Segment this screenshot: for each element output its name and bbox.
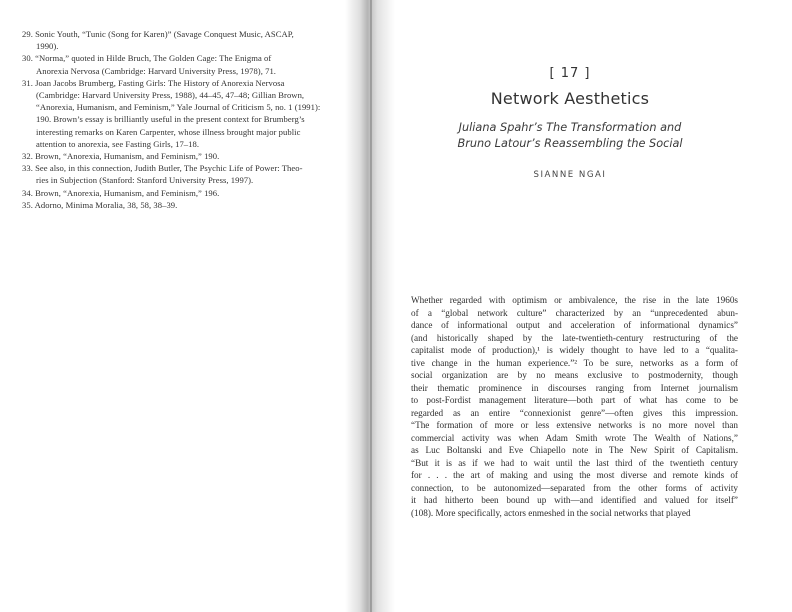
endnote-30: [22, 52, 340, 76]
page-gutter-line: [370, 0, 372, 612]
body-line: dance of informational output and acceleration of informational dynamics”: [411, 320, 738, 330]
body-line: commercial activity was when Adam Smith wrote The Wealth of Nations,”: [411, 432, 738, 443]
body-line: capitalist mode of production),¹ is widely thought to have led to a “qualita-: [411, 345, 738, 355]
endnote-line: ries in Subjection (Stanford: Stanford University Press, 1997).: [36, 175, 254, 186]
chapter-heading: [420, 62, 720, 180]
endnote-line: 30. “Norma,” quoted in Hilde Bruch, The Golden Cage: The Enigma of: [22, 53, 272, 64]
endnote-line: attention to anorexia, see Fasting Girls, 17–18.: [36, 138, 200, 149]
endnote-line: “Anorexia, Humanism, and Feminism,” Yale Journal of Criticism 5, no. 1 (1991):: [36, 102, 321, 113]
body-line: “But it is as if we had to wait until the last third of the twentieth century: [411, 457, 738, 468]
body-line: to post-Fordist management literature—both part of what has come to be: [411, 395, 738, 405]
body-line: “The formation of more or less extensive networks is no more novel than: [411, 420, 738, 430]
body-line: it had hitherto been bound up with—and identified and valued for itself”: [411, 495, 738, 505]
body-line: for . . . the art of making and using the most diverse and remote kinds of: [411, 470, 738, 480]
endnote-line: 34. Brown, “Anorexia, Humanism, and Feminism,” 196.: [22, 187, 220, 198]
chapter-subtitle-line: Juliana Spahr’s The Transformation and: [458, 121, 682, 134]
endnote-line: 1990).: [36, 41, 59, 52]
body-line: their thematic prominence in discourses ranging from Internet journalism: [411, 382, 738, 393]
endnote-line: 29. Sonic Youth, “Tunic (Song for Karen)” (Savage Conquest Music, ASCAP,: [22, 29, 294, 39]
body-line: tive change in the human experience.”² To be sure, networks as a form of: [411, 357, 738, 368]
endnote-line: 32. Brown, “Anorexia, Humanism, and Feminism,” 190.: [22, 151, 220, 162]
endnote-line: 35. Adorno, Minima Moralia, 38, 58, 38–39.: [22, 199, 178, 210]
endnote-31: [22, 77, 340, 150]
body-line: regarded as an entire “connexionist genre”—often gives this impression.: [411, 407, 738, 418]
endnote-line: (Cambridge: Harvard University Press, 1988), 44–45, 47–48; Gillian Brown,: [36, 90, 305, 101]
body-line: connection, to be autonomized—separated from the other forms of activity: [411, 482, 738, 493]
endnote-line: 33. See also, in this connection, Judith Butler, The Psychic Life of Power: Theo-: [22, 163, 303, 174]
chapter-title: Network Aesthetics: [490, 89, 650, 108]
endnote-line: interesting remarks on Karen Carpenter, whose illness brought major public: [36, 126, 301, 137]
chapter-body-text: [411, 294, 738, 519]
body-line: social organization are by no means exclusive to postmodernity, though: [411, 370, 738, 380]
body-line: (and historically shaped by the late-twentieth-century restructuring of the: [411, 332, 738, 343]
endnote-line: 190. Brown’s essay is brilliantly useful in the present context for Brumberg’s: [36, 114, 305, 125]
body-paragraph: [411, 294, 738, 519]
chapter-subtitle-line: Bruno Latour’s Reassembling the Social: [457, 137, 683, 150]
chapter-author: SIANNE NGAI: [533, 170, 607, 180]
body-line: (108). More specifically, actors enmeshed in the social networks that played: [411, 507, 691, 518]
body-line: of a “global network culture” characterized by an “unprecedented abun-: [411, 307, 738, 318]
body-line: as Luc Boltanski and Eve Chiapello note in The New Spirit of Capitalism.: [411, 445, 738, 455]
chapter-subtitle: [420, 120, 720, 152]
endnote-33: [22, 162, 340, 186]
endnote-line: 31. Joan Jacobs Brumberg, Fasting Girls: The History of Anorexia Nervosa: [22, 77, 285, 88]
body-line: Whether regarded with optimism or ambivalence, the rise in the late 1960s: [411, 295, 738, 305]
endnote-32: [22, 150, 340, 162]
endnote-34: [22, 187, 340, 199]
endnotes-list: [22, 28, 340, 211]
endnote-line: Anorexia Nervosa (Cambridge: Harvard University Press, 1978), 71.: [36, 65, 276, 76]
endnote-35: [22, 199, 340, 211]
chapter-number: [ 17 ]: [549, 66, 591, 81]
endnote-29: [22, 28, 340, 52]
